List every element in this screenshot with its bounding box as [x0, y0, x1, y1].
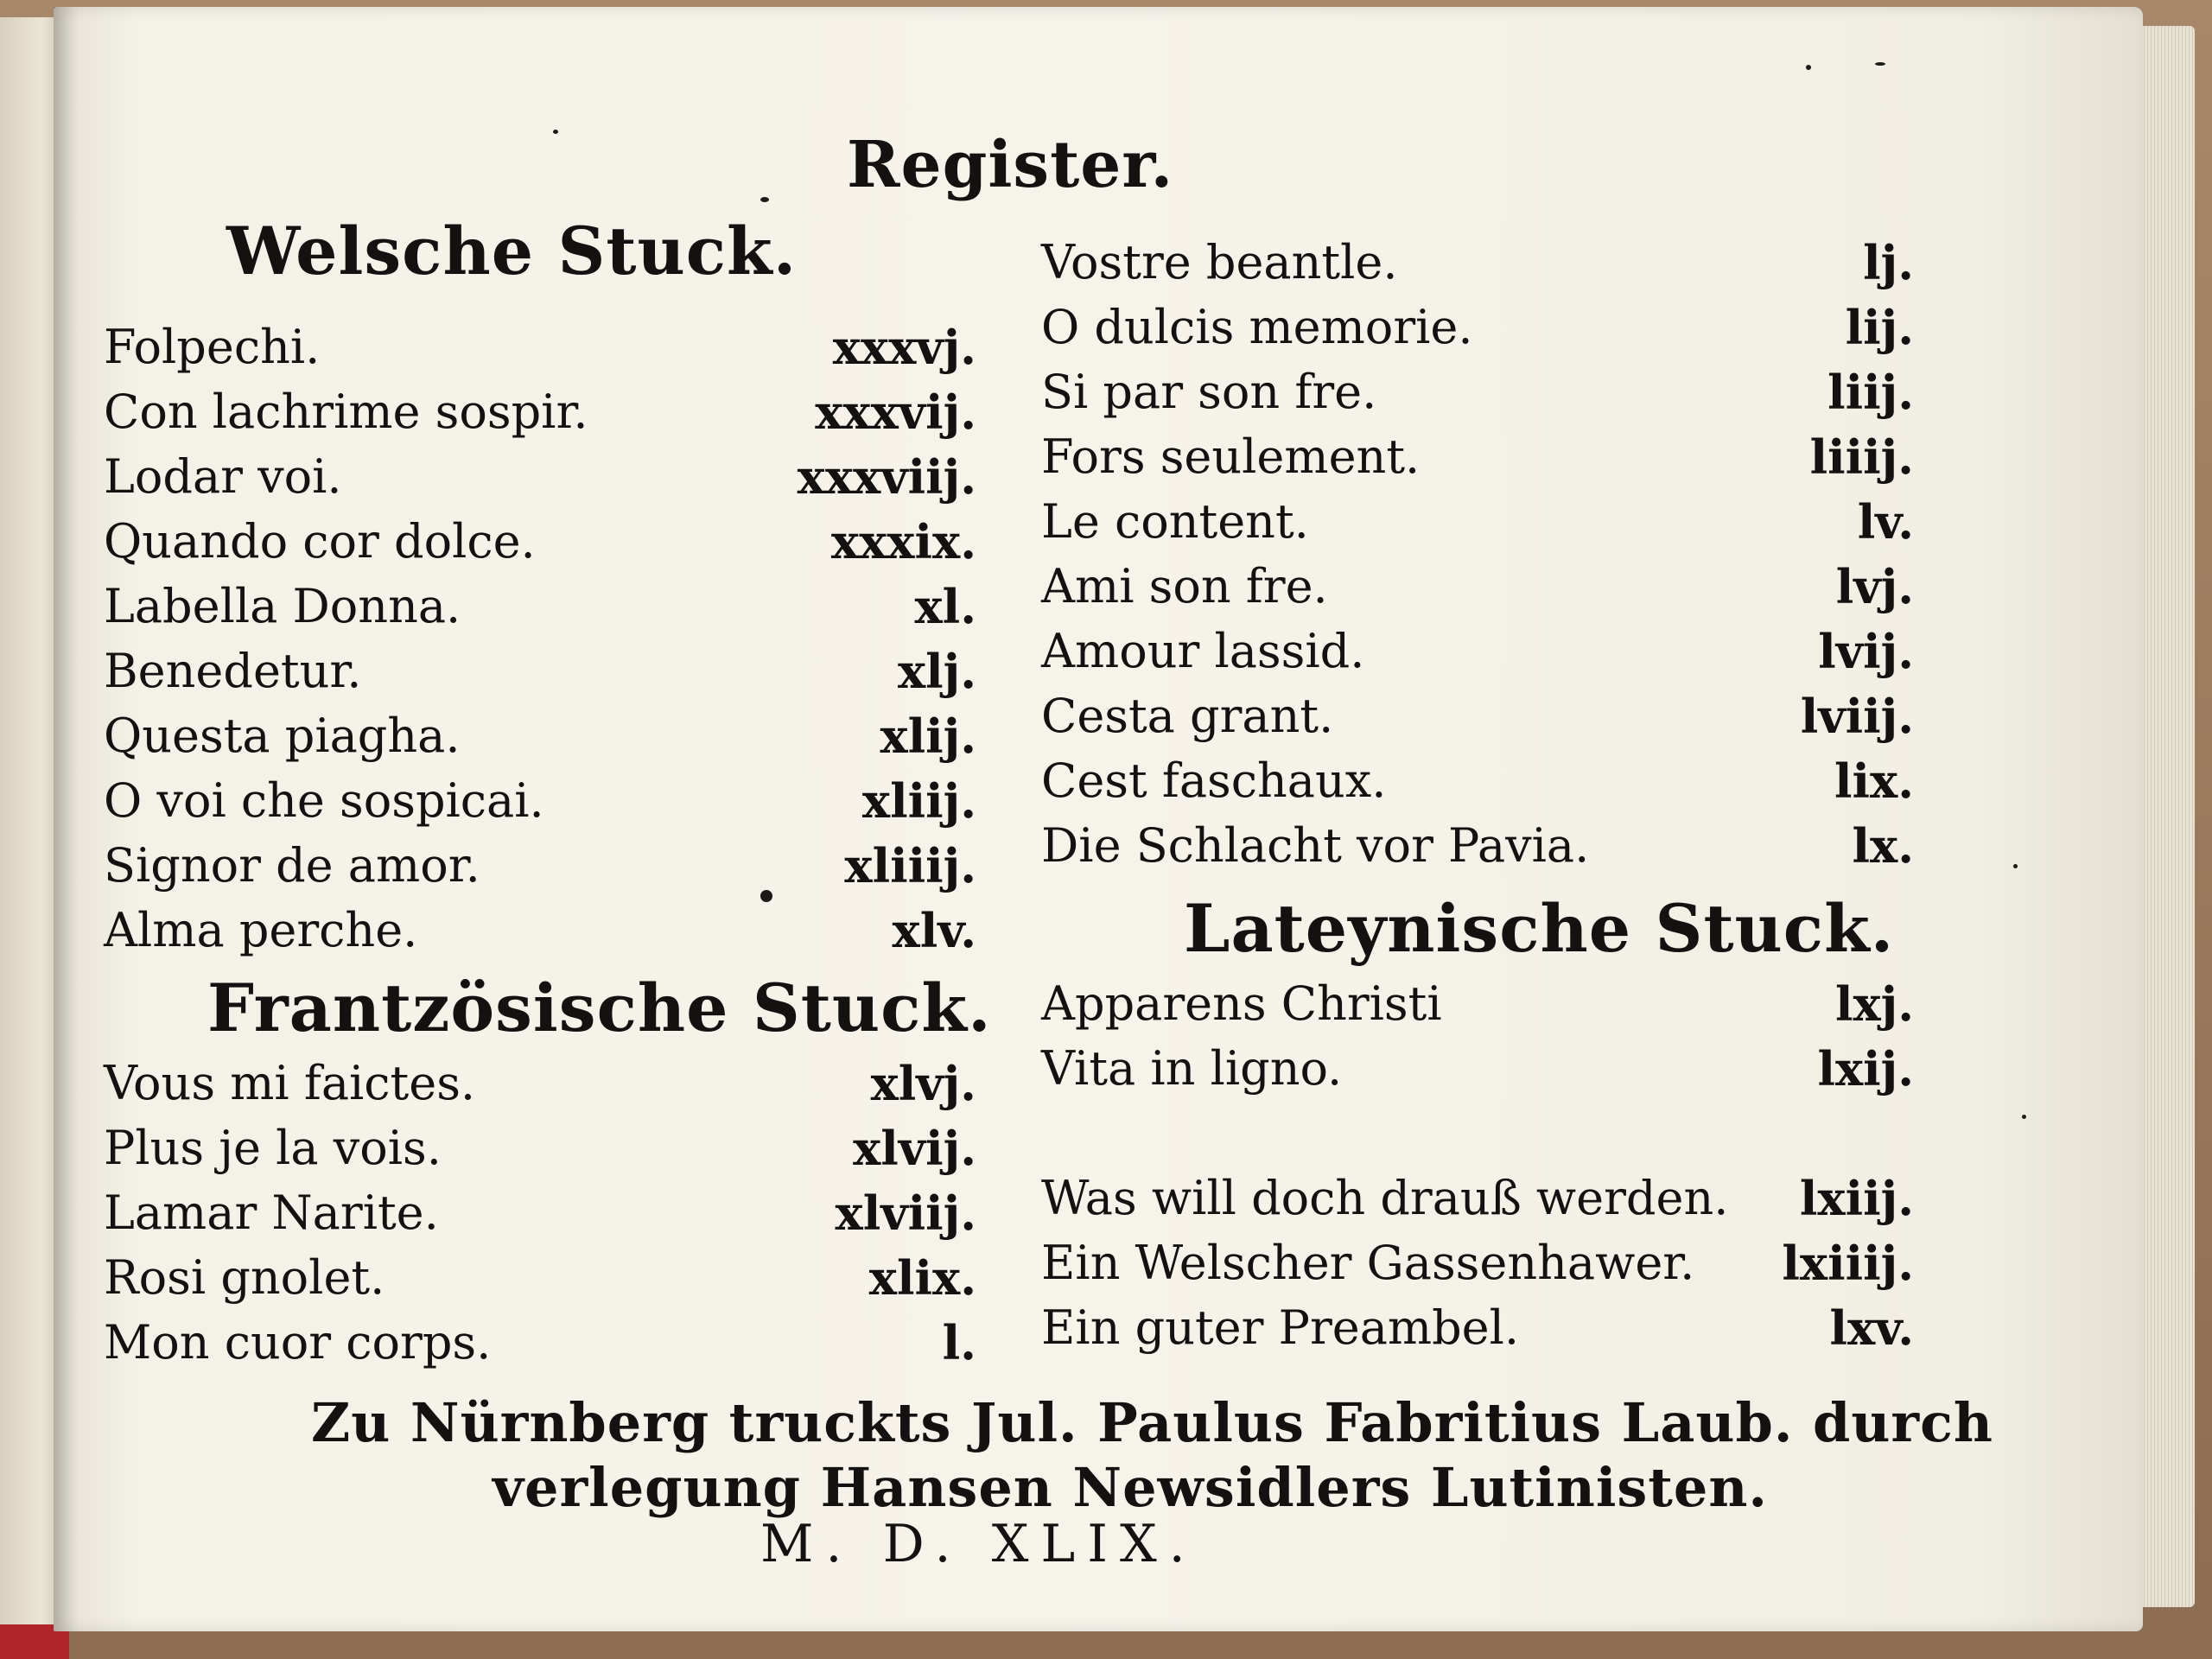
ink-speck	[1806, 65, 1811, 70]
register-entry	[1041, 753, 1914, 816]
entry-folio: lviij.	[1800, 689, 1914, 744]
entry-title: Ein guter Preambel.	[1041, 1300, 1520, 1355]
entry-title: Fors seulement.	[1041, 429, 1421, 484]
register-entry	[1041, 559, 1914, 621]
entry-folio: xliij.	[861, 773, 976, 829]
entry-title: O voi che sospicai.	[104, 773, 544, 828]
entry-title: Cesta grant.	[1041, 689, 1334, 743]
entry-folio: lv.	[1857, 494, 1914, 550]
register-entry	[1041, 818, 1914, 880]
entry-title: Questa piagha.	[104, 709, 461, 763]
entry-title: Lodar voi.	[104, 449, 342, 504]
entry-title: Signor de amor.	[104, 838, 480, 893]
register-entry	[104, 1315, 976, 1377]
ink-speck	[2013, 864, 2018, 868]
register-entry	[104, 1250, 976, 1313]
entry-title: Mon cuor corps.	[104, 1315, 492, 1370]
entry-title: Apparens Christi	[1041, 976, 1442, 1031]
entry-folio: lvij.	[1818, 624, 1914, 679]
register-entry	[1041, 1041, 1914, 1103]
entry-folio: xlviij.	[835, 1185, 976, 1241]
page-gutter-shadow	[54, 7, 79, 1631]
entry-title: Benedetur.	[104, 644, 362, 698]
entry-folio: xlj.	[897, 644, 976, 699]
entry-title: Folpechi.	[104, 320, 321, 374]
entry-folio: liiij.	[1809, 429, 1914, 485]
entry-folio: lxiiij.	[1782, 1236, 1914, 1291]
entry-title: Con lachrime sospir.	[104, 385, 588, 439]
register-entry	[104, 709, 976, 771]
entry-title: Ami son fre.	[1041, 559, 1328, 613]
register-entry	[1041, 429, 1914, 492]
entry-title: Vita in ligno.	[1041, 1041, 1343, 1096]
entry-folio: xliiij.	[844, 838, 976, 893]
entry-title: Cest faschaux.	[1041, 753, 1387, 808]
lateynische-stuck-heading: Lateynische Stuck.	[1184, 890, 1895, 967]
register-entry	[104, 385, 976, 447]
entry-folio: lx.	[1852, 818, 1914, 874]
entry-folio: xl.	[914, 579, 976, 634]
entry-folio: xxxvj.	[832, 320, 976, 375]
entry-title: Vous mi faictes.	[104, 1056, 476, 1110]
entry-title: Quando cor dolce.	[104, 514, 536, 569]
entry-folio: xlix.	[868, 1250, 976, 1306]
entry-folio: lix.	[1834, 753, 1914, 809]
entry-title: Alma perche.	[104, 903, 418, 957]
register-entry	[104, 773, 976, 836]
entry-folio: xlv.	[892, 903, 976, 958]
register-entry	[104, 320, 976, 382]
entry-title: Vostre beantle.	[1041, 235, 1398, 289]
register-entry	[104, 838, 976, 900]
entry-folio: xxxix.	[830, 514, 976, 569]
register-entry	[1041, 1236, 1914, 1298]
register-entry	[104, 1185, 976, 1248]
register-entry	[1041, 1171, 1914, 1233]
entry-title: Ein Welscher Gassenhawer.	[1041, 1236, 1695, 1290]
ink-speck	[2022, 1115, 2026, 1119]
register-entry	[104, 903, 976, 965]
entry-folio: xlvj.	[870, 1056, 976, 1111]
entry-folio: xxxviij.	[797, 449, 976, 505]
register-entry	[1041, 624, 1914, 686]
entry-title: Le content.	[1041, 494, 1309, 549]
imprint-line-2: verlegung Hansen Newsidlers Lutinisten.	[493, 1456, 1769, 1519]
ink-speck	[1875, 62, 1885, 66]
welsche-stuck-heading: Welsche Stuck.	[226, 213, 798, 289]
entry-folio: l.	[942, 1315, 976, 1370]
entry-folio: xxxvij.	[815, 385, 976, 440]
entry-folio: xlij.	[880, 709, 976, 764]
register-entry	[104, 449, 976, 512]
frantzoesische-stuck-heading: Frantzösische Stuck.	[207, 969, 992, 1046]
register-entry	[104, 1056, 976, 1118]
entry-folio: lvj.	[1835, 559, 1914, 614]
entry-folio: lij.	[1845, 300, 1914, 355]
entry-title: Die Schlacht vor Pavia.	[1041, 818, 1590, 873]
register-entry	[104, 1121, 976, 1183]
register-entry	[104, 579, 976, 641]
entry-title: Was will doch drauß werden.	[1041, 1171, 1729, 1225]
register-title: Register.	[847, 128, 1174, 202]
entry-title: Rosi gnolet.	[104, 1250, 385, 1305]
page-stack-edge	[2134, 26, 2195, 1607]
entry-title: Plus je la vois.	[104, 1121, 442, 1175]
entry-title: Lamar Narite.	[104, 1185, 439, 1240]
register-entry	[1041, 365, 1914, 427]
entry-folio: xlvij.	[853, 1121, 976, 1176]
register-entry	[1041, 494, 1914, 556]
entry-folio: liij.	[1827, 365, 1914, 420]
register-entry	[1041, 689, 1914, 751]
entry-folio: lxj.	[1834, 976, 1914, 1032]
entry-title: Si par son fre.	[1041, 365, 1377, 419]
register-entry	[104, 514, 976, 576]
register-entry	[1041, 1300, 1914, 1363]
imprint-line-1: Zu Nürnberg truckts Jul. Paulus Fabritius Laub. durch	[311, 1391, 1993, 1454]
entry-folio: lxv.	[1829, 1300, 1914, 1356]
register-entry	[104, 644, 976, 706]
entry-title: Amour lassid.	[1041, 624, 1365, 678]
register-entry	[1041, 300, 1914, 362]
ink-speck	[760, 197, 769, 202]
entry-folio: lxij.	[1817, 1041, 1914, 1096]
register-entry	[1041, 976, 1914, 1039]
entry-folio: lxiij.	[1799, 1171, 1914, 1226]
entry-title: O dulcis memorie.	[1041, 300, 1473, 354]
entry-folio: lj.	[1863, 235, 1914, 290]
imprint-date: M. D. XLIX.	[760, 1514, 1198, 1574]
register-entry	[1041, 235, 1914, 297]
entry-title: Labella Donna.	[104, 579, 461, 633]
ink-speck	[553, 130, 558, 134]
